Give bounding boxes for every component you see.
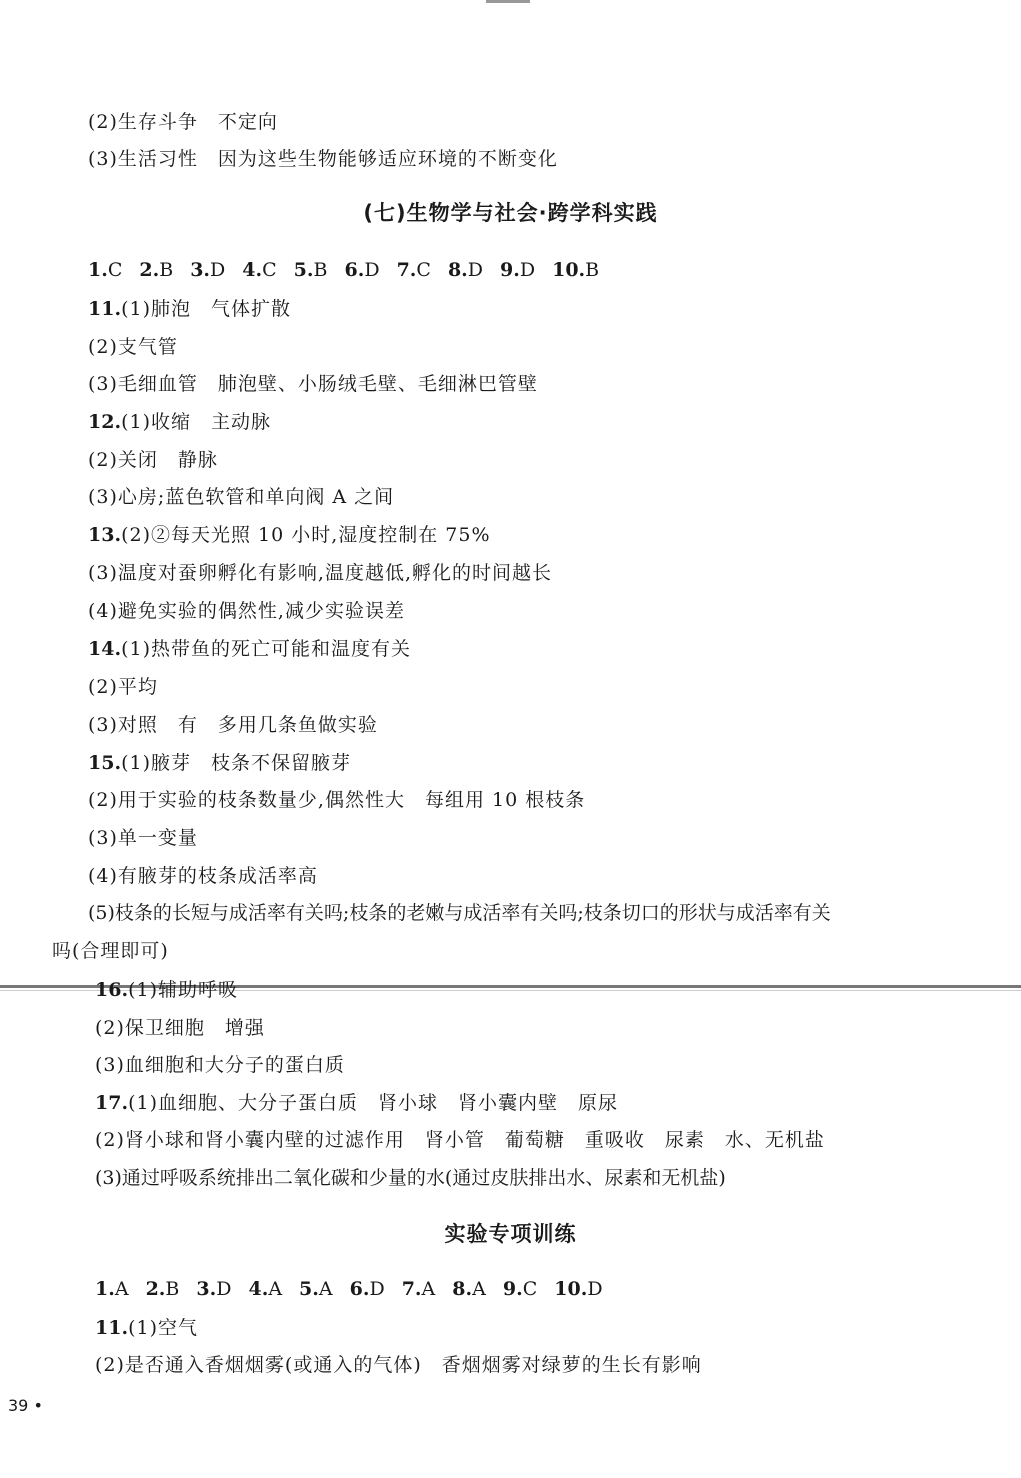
choice-item [397, 259, 431, 281]
choice-item [139, 259, 173, 281]
answer-line: (3)对照 有 多用几条鱼做实验 [88, 714, 378, 736]
question-number: 11. [95, 1317, 129, 1339]
choice-letter: B [585, 259, 600, 281]
answer-line: (2)用于实验的枝条数量少,偶然性大 每组用 10 根枝条 [88, 789, 586, 811]
choice-item [294, 259, 328, 281]
choice-answers [95, 1277, 620, 1301]
question-number: 6. [349, 1278, 370, 1300]
question-11 [95, 1316, 198, 1340]
choice-item [503, 1278, 537, 1300]
choice-letter: A [268, 1278, 283, 1300]
choice-item [554, 1278, 602, 1300]
answer-text: (1)血细胞、大分子蛋白质 肾小球 肾小囊内壁 原尿 [128, 1092, 618, 1114]
choice-item [190, 259, 225, 281]
question-14 [88, 637, 411, 661]
answer-line: (4)避免实验的偶然性,减少实验误差 [88, 600, 405, 622]
answer-text: (1)腋芽 枝条不保留腋芽 [121, 752, 351, 774]
answer-line: (2)保卫细胞 增强 [95, 1017, 265, 1039]
choice-letter: C [107, 259, 123, 281]
question-12 [88, 410, 271, 434]
choice-letter: D [364, 259, 380, 281]
choice-item [248, 1278, 282, 1300]
section-title: 实验专项训练 [444, 1222, 577, 1246]
answer-line: (3)心房;蓝色软管和单向阀 A 之间 [88, 486, 395, 508]
question-number: 8. [447, 259, 468, 281]
question-15 [88, 751, 351, 775]
question-number: 14. [88, 638, 122, 660]
choice-letter: B [165, 1278, 180, 1300]
choice-item [242, 259, 276, 281]
question-number: 2. [145, 1278, 166, 1300]
question-number: 7. [396, 259, 417, 281]
answer-line: (3)生活习性 因为这些生物能够适应环境的不断变化 [88, 148, 558, 170]
question-number: 11. [88, 298, 122, 320]
choice-item [500, 259, 535, 281]
question-number: 2. [139, 259, 160, 281]
question-number: 9. [502, 1278, 523, 1300]
answer-line: (3)通过呼吸系统排出二氧化碳和少量的水(通过皮肤排出水、尿素和无机盐) [95, 1167, 726, 1189]
choice-letter: D [369, 1278, 385, 1300]
choice-answers [88, 258, 616, 282]
choice-letter: A [421, 1278, 436, 1300]
choice-item [402, 1278, 436, 1300]
choice-item [552, 259, 599, 281]
question-number: 5. [299, 1278, 319, 1300]
choice-letter: C [262, 259, 277, 281]
answer-line: (3)毛细血管 肺泡壁、小肠绒毛壁、毛细淋巴管壁 [88, 373, 538, 395]
choice-letter: B [159, 259, 174, 281]
choice-letter: B [313, 259, 328, 281]
choice-item [452, 1278, 486, 1300]
choice-letter: D [519, 259, 536, 281]
page-number: 39 • [8, 1396, 43, 1415]
answer-text: (1)肺泡 气体扩散 [121, 298, 291, 320]
choice-item [299, 1278, 333, 1300]
answer-line: (5)枝条的长短与成活率有关吗;枝条的老嫩与成活率有关吗;枝条切口的形状与成活率有关 [88, 902, 831, 924]
answer-line: (2)生存斗争 不定向 [88, 111, 278, 133]
choice-letter: C [522, 1278, 538, 1300]
question-number: 17. [95, 1092, 129, 1114]
choice-letter: A [114, 1278, 129, 1300]
choice-letter: A [318, 1278, 333, 1300]
answer-text: (1)收缩 主动脉 [121, 411, 271, 433]
answer-text: (2)②每天光照 10 小时,湿度控制在 75% [121, 524, 491, 546]
question-number: 15. [88, 752, 122, 774]
question-number: 3. [196, 1278, 217, 1300]
choice-letter: D [216, 1278, 232, 1300]
choice-letter: C [416, 259, 431, 281]
answer-line: 吗(合理即可) [52, 940, 169, 962]
question-number: 10. [552, 259, 586, 281]
answer-text: (1)空气 [128, 1317, 198, 1339]
answer-line: (3)单一变量 [88, 827, 198, 849]
choice-item [88, 259, 122, 281]
answer-line: (2)是否通入香烟烟雾(或通入的气体) 香烟烟雾对绿萝的生长有影响 [95, 1354, 702, 1376]
choice-item [448, 259, 483, 281]
answer-line: (3)血细胞和大分子的蛋白质 [95, 1054, 345, 1076]
question-number: 9. [500, 259, 520, 281]
question-number: 6. [344, 259, 365, 281]
section-title: (七)生物学与社会·跨学科实践 [363, 201, 658, 225]
question-number: 12. [88, 411, 122, 433]
question-number: 4. [248, 1278, 269, 1300]
top-mark [486, 0, 530, 3]
question-16 [95, 978, 238, 1002]
choice-letter: D [467, 259, 484, 281]
answer-text: (1)辅助呼吸 [128, 979, 238, 1001]
choice-item [95, 1278, 129, 1300]
question-number: 8. [452, 1278, 473, 1300]
choice-letter: D [587, 1278, 603, 1300]
question-number: 1. [88, 259, 108, 281]
choice-letter: A [472, 1278, 486, 1300]
answer-line: (3)温度对蚕卵孵化有影响,温度越低,孵化的时间越长 [88, 562, 552, 584]
question-number: 5. [293, 259, 314, 281]
question-number: 13. [88, 524, 122, 546]
answer-text: (1)热带鱼的死亡可能和温度有关 [121, 638, 411, 660]
choice-item [146, 1278, 180, 1300]
question-number: 10. [554, 1278, 588, 1300]
question-13 [88, 523, 491, 547]
question-number: 3. [190, 259, 211, 281]
question-number: 7. [401, 1278, 422, 1300]
question-number: 16. [95, 979, 129, 1001]
answer-line: (2)平均 [88, 676, 158, 698]
question-number: 4. [242, 259, 263, 281]
answer-line: (2)关闭 静脉 [88, 449, 218, 471]
question-17 [95, 1091, 618, 1115]
question-11 [88, 297, 291, 321]
answer-line: (2)支气管 [88, 336, 178, 358]
question-number: 1. [95, 1278, 115, 1300]
answer-line: (2)肾小球和肾小囊内壁的过滤作用 肾小管 葡萄糖 重吸收 尿素 水、无机盐 [95, 1129, 825, 1151]
choice-item [350, 1278, 385, 1300]
choice-item [196, 1278, 231, 1300]
choice-item [344, 259, 379, 281]
choice-letter: D [210, 259, 226, 281]
answer-line: (4)有腋芽的枝条成活率高 [88, 865, 318, 887]
